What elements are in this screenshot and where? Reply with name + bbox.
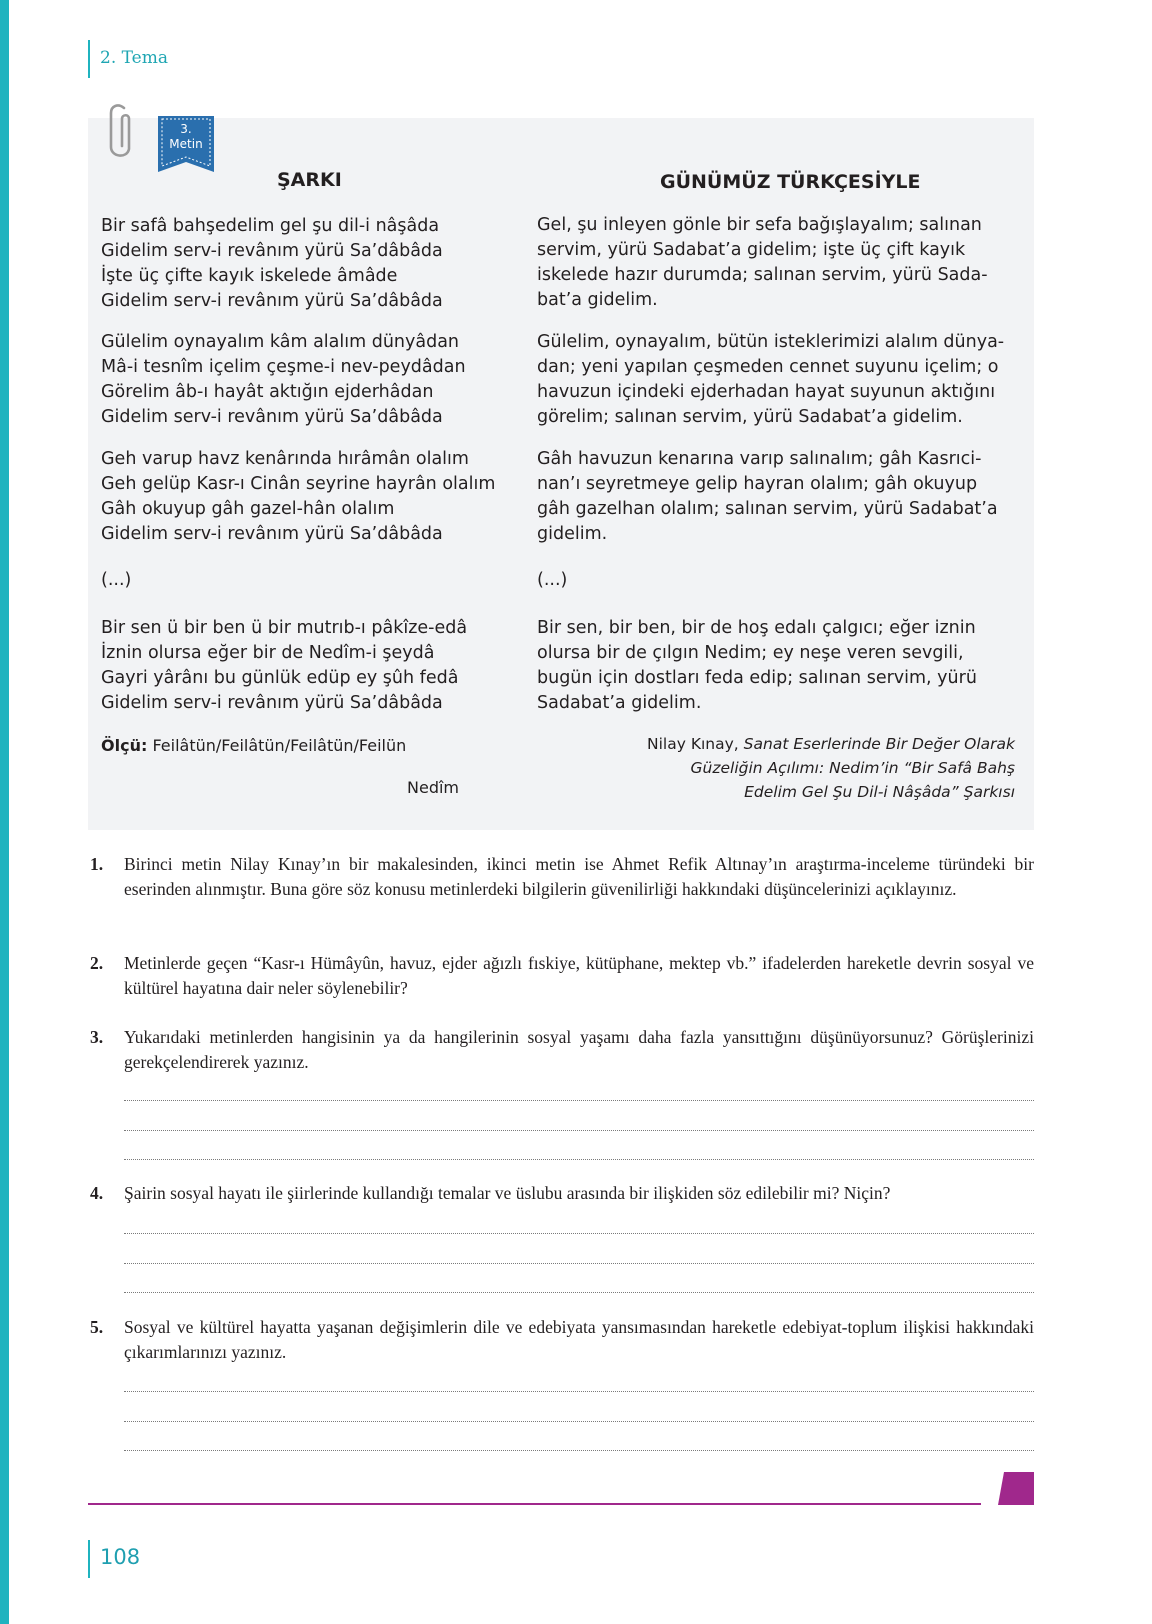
prose-line: olursa bir de çılgın Nedim; ey neşe veren sevgili, [537, 643, 964, 663]
prose-line: servim, yürü Sadabat’a gidelim; işte üç çift kayık [537, 240, 966, 260]
verse-line: Mâ-i tesnîm içelim çeşme-i nev-peydâdan [101, 357, 466, 377]
question-number: 4. [90, 1183, 104, 1203]
source-title-line: Edelim Gel Şu Dil-i Nâşâda” Şarkısı [744, 783, 1015, 801]
source-citation [540, 732, 1015, 804]
modern-paragraph [537, 330, 1012, 430]
verse-line: Gülelim oynayalım kâm alalım dünyâdan [101, 332, 460, 352]
prose-line: (...) [537, 570, 568, 590]
prose-line: Gel, şu inleyen gönle bir sefa bağışlayalım; salınan [537, 215, 982, 235]
page-number: 108 [100, 1545, 141, 1569]
verse-line: Gayri yârânı bu günlük edüp ey şûh fedâ [101, 668, 459, 688]
poem-stanza [101, 616, 467, 716]
question-number: 2. [90, 953, 104, 973]
question-text: Birinci metin Nilay Kınay’ın bir makalesinden, ikinci metin ise Ahmet Refik Altınay’ın araştırma-inceleme türündeki bir eserinden alınmıştır. Buna göre söz konusu metinlerdeki bilgilerin güvenilirliği hakkındaki düşüncelerinizi açıklayınız. [124, 854, 1034, 899]
question-number: 1. [90, 854, 104, 874]
modern-ellipsis [537, 568, 1012, 593]
theme-marker [88, 40, 90, 78]
poet-name: Nedîm [407, 778, 459, 797]
prose-line: Bir sen, bir ben, bir de hoş edalı çalgıcı; eğer iznin [537, 618, 976, 638]
answer-line[interactable] [124, 1263, 1034, 1264]
verse-line: İşte üç çifte kayık iskelede âmâde [101, 266, 398, 286]
verse-line: Gâh okuyup gâh gazel-hân olalım [101, 499, 395, 519]
modern-paragraph [537, 447, 1012, 547]
poem-stanza [101, 447, 495, 547]
verse-line: Gidelim serv-i revânım yürü Sa’dâbâda [101, 524, 443, 544]
verse-line: Bir sen ü bir ben ü bir mutrıb-ı pâkîze-edâ [101, 618, 468, 638]
prose-line: gidelim. [537, 524, 608, 544]
verse-line: Gidelim serv-i revânım yürü Sa’dâbâda [101, 693, 443, 713]
answer-line[interactable] [124, 1391, 1034, 1392]
answer-line[interactable] [124, 1159, 1034, 1160]
prose-line: Gülelim, oynayalım, bütün isteklerimizi alalım dünya- [537, 332, 1005, 352]
question-text: Yukarıdaki metinlerden hangisinin ya da hangilerinin sosyal yaşamı daha fazla yansıttığını düşünüyorsunuz? Görüşlerinizi gerekçelendirerek yazınız. [124, 1027, 1034, 1072]
answer-line[interactable] [124, 1292, 1034, 1293]
corner-marker-icon [998, 1472, 1034, 1505]
prose-line: gâh gazelhan olalım; salınan servim, yürü Sadabat’a [537, 499, 998, 519]
meter-label: Ölçü: [101, 736, 148, 755]
paperclip-icon [102, 102, 140, 164]
prose-line: havuzun içindeki ejderhadan hayat suyunun aktığını [537, 382, 996, 402]
verse-line: Geh gelüp Kasr-ı Cinân seyrine hayrân olalım [101, 474, 496, 494]
question-text: Sosyal ve kültürel hayatta yaşanan değişimlerin dile ve edebiyata yansımasından hareketle edebiyat-toplum ilişkisi hakkındaki çıkarımlarınızı yazınız. [124, 1317, 1034, 1362]
modern-paragraph [537, 616, 1012, 716]
modern-paragraph [537, 213, 1012, 313]
left-accent-stripe [0, 0, 9, 1624]
badge-number: 3. [180, 122, 192, 136]
answer-line[interactable] [124, 1233, 1034, 1234]
text-number-badge [156, 122, 216, 152]
prose-line: bugün için dostları feda edip; salınan servim, yürü [537, 668, 977, 688]
answer-line[interactable] [124, 1130, 1034, 1131]
question-number: 5. [90, 1317, 104, 1337]
verse-line: (...) [101, 570, 132, 590]
poem-meter [101, 736, 406, 755]
question-number: 3. [90, 1027, 104, 1047]
poem-stanza [101, 330, 466, 430]
verse-line: Gidelim serv-i revânım yürü Sa’dâbâda [101, 407, 443, 427]
poem-ellipsis [101, 568, 131, 593]
theme-label: 2. Tema [100, 48, 168, 68]
question-text: Metinlerde geçen “Kasr-ı Hümâyûn, havuz, ejder ağızlı fıskiye, kütüphane, mektep vb.” ifadelerden hareketle devrin sosyal ve kültürel hayatına dair neler söylenebilir? [124, 953, 1034, 998]
prose-line: dan; yeni yapılan çeşmeden cennet suyunu içelim; o [537, 357, 999, 377]
badge-label: Metin [169, 137, 203, 151]
answer-line[interactable] [124, 1450, 1034, 1451]
answer-line[interactable] [124, 1421, 1034, 1422]
verse-line: Gidelim serv-i revânım yürü Sa’dâbâda [101, 291, 443, 311]
meter-value: Feilâtün/Feilâtün/Feilâtün/Feilün [152, 736, 407, 755]
verse-line: Gidelim serv-i revânım yürü Sa’dâbâda [101, 241, 443, 261]
verse-line: Geh varup havz kenârında hırâmân olalım [101, 449, 469, 469]
footer-rule [88, 1503, 981, 1505]
poem-stanza [101, 214, 443, 314]
verse-line: İznin olursa eğer bir de Nedîm-i şeydâ [101, 643, 435, 663]
prose-line: görelim; salınan servim, yürü Sadabat’a gidelim. [537, 407, 963, 427]
question-text: Şairin sosyal hayatı ile şiirlerinde kullandığı temalar ve üslubu arasında bir ilişkiden söz edilebilir mi? Niçin? [124, 1183, 891, 1203]
page-number-marker [88, 1540, 90, 1578]
prose-line: Sadabat’a gidelim. [537, 693, 702, 713]
poem-title: ŞARKI [277, 169, 342, 191]
prose-line: bat’a gidelim. [537, 290, 658, 310]
prose-line: iskelede hazır durumda; salınan servim, yürü Sada- [537, 265, 988, 285]
modern-title: GÜNÜMÜZ TÜRKÇESİYLE [660, 171, 921, 193]
answer-line[interactable] [124, 1100, 1034, 1101]
source-title-line: Güzeliğin Açılımı: Nedim’in “Bir Safâ Bahş [690, 759, 1015, 777]
source-title-line: Sanat Eserlerinde Bir Değer Olarak [743, 735, 1015, 753]
prose-line: Gâh havuzun kenarına varıp salınalım; gâh Kasrıci- [537, 449, 982, 469]
verse-line: Görelim âb-ı hayât aktığın ejderhâdan [101, 382, 434, 402]
source-author: Nilay Kınay, [647, 735, 739, 753]
verse-line: Bir safâ bahşedelim gel şu dil-i nâşâda [101, 216, 440, 236]
prose-line: nan’ı seyretmeye gelip hayran olalım; gâh okuyup [537, 474, 978, 494]
